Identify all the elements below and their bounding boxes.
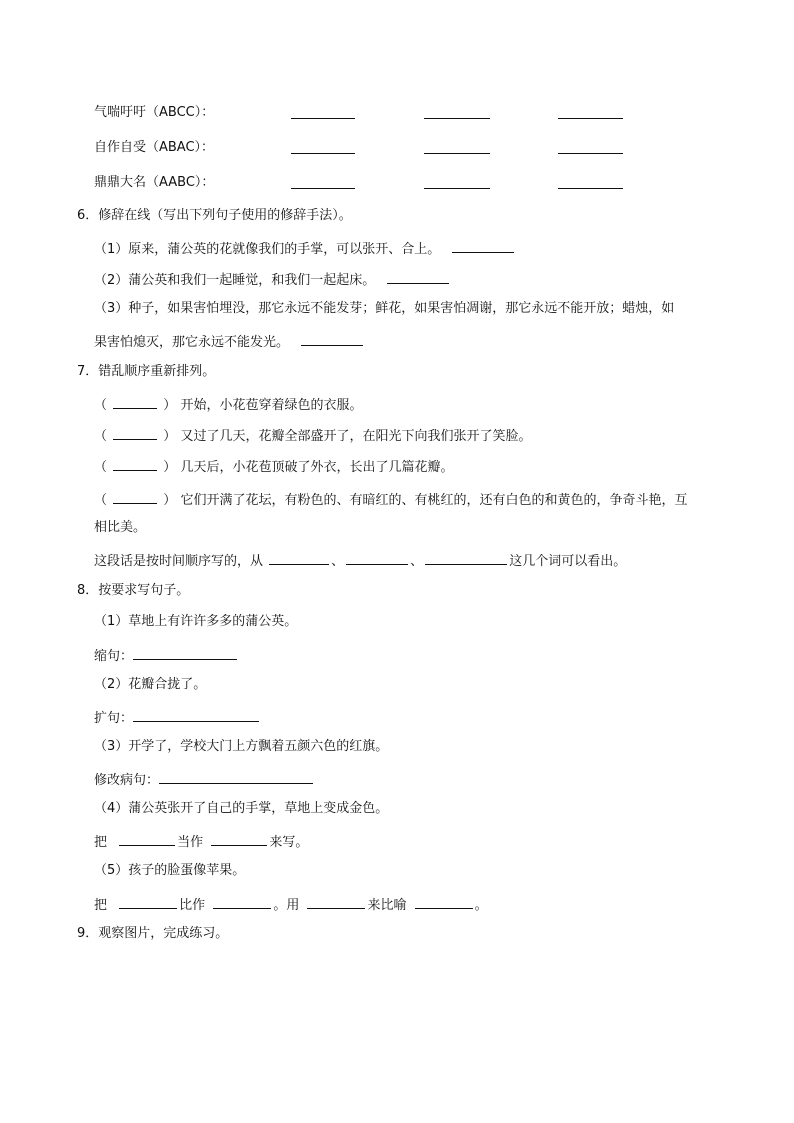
answer-blank[interactable] bbox=[424, 139, 490, 154]
answer-label: 修改病句： bbox=[94, 773, 160, 788]
order-blank[interactable] bbox=[113, 489, 157, 504]
q7-item-3 bbox=[94, 456, 453, 477]
answer-blank[interactable] bbox=[301, 331, 363, 346]
answer-text: 。 bbox=[474, 898, 488, 913]
question-6-title: 6．修辞在线（写出下列句子使用的修辞手法）。 bbox=[77, 208, 352, 223]
answer-blank[interactable] bbox=[291, 174, 355, 189]
answer-blank[interactable] bbox=[119, 894, 177, 909]
idiom-label: 鼎鼎大名（AABC）： bbox=[94, 175, 215, 190]
separator: 、 bbox=[410, 554, 424, 569]
answer-blank[interactable] bbox=[424, 174, 490, 189]
summary-text: 这段话是按时间顺序写的，从 bbox=[94, 554, 264, 569]
paren-close: ） bbox=[163, 398, 177, 413]
question-7-title: 7．错乱顺序重新排列。 bbox=[77, 364, 216, 379]
answer-text: 来写。 bbox=[269, 835, 309, 850]
q8-answer-3 bbox=[94, 769, 313, 790]
q6-item-2 bbox=[94, 269, 449, 290]
q7-item-4-cont: 相比美。 bbox=[94, 520, 147, 535]
q8-answer-5 bbox=[94, 894, 488, 915]
answer-text: 把 bbox=[94, 898, 108, 913]
answer-blank[interactable] bbox=[159, 769, 313, 784]
answer-text: 比作 bbox=[179, 898, 206, 913]
paren-open: （ bbox=[94, 398, 108, 413]
paren-close: ） bbox=[163, 460, 177, 475]
answer-text: 把 bbox=[94, 835, 108, 850]
q8-sentence-5: （5）孩子的脸蛋像苹果。 bbox=[94, 863, 246, 878]
idiom-label: 自作自受（ABAC）： bbox=[94, 140, 215, 155]
answer-blank[interactable] bbox=[291, 139, 355, 154]
separator: 、 bbox=[331, 554, 345, 569]
q6-item-3-cont bbox=[94, 331, 363, 352]
answer-blank[interactable] bbox=[387, 269, 449, 284]
answer-blank[interactable] bbox=[425, 550, 507, 565]
q6-item-3: （3）种子，如果害怕埋没，那它永远不能发芽；鲜花，如果害怕凋谢，那它永远不能开放；蜡烛，如 bbox=[94, 301, 675, 316]
answer-text: 当作 bbox=[177, 835, 204, 850]
answer-blank[interactable] bbox=[424, 104, 490, 119]
q8-answer-1 bbox=[94, 645, 237, 666]
paren-close: ） bbox=[163, 493, 177, 508]
q8-answer-4 bbox=[94, 831, 308, 852]
idiom-row-2 bbox=[94, 139, 214, 157]
paren-open: （ bbox=[94, 460, 108, 475]
answer-blank[interactable] bbox=[307, 894, 365, 909]
item-text: 开始，小花苞穿着绿色的衣服。 bbox=[180, 398, 363, 413]
q8-sentence-1: （1）草地上有许许多多的蒲公英。 bbox=[94, 614, 298, 629]
answer-blank[interactable] bbox=[558, 174, 623, 189]
answer-blank[interactable] bbox=[133, 707, 259, 722]
q6-item-1 bbox=[94, 238, 514, 259]
answer-blank[interactable] bbox=[452, 238, 514, 253]
question-9-title: 9．观察图片，完成练习。 bbox=[77, 926, 229, 941]
answer-label: 缩句： bbox=[94, 649, 134, 664]
summary-text: 这几个词可以看出。 bbox=[509, 554, 627, 569]
paren-open: （ bbox=[94, 493, 108, 508]
q7-item-2 bbox=[94, 425, 531, 446]
q7-item-4 bbox=[94, 489, 687, 510]
idiom-row-3 bbox=[94, 174, 214, 192]
item-text: （1）原来，蒲公英的花就像我们的手掌，可以张开、合上。 bbox=[94, 242, 441, 257]
answer-blank[interactable] bbox=[133, 645, 237, 660]
answer-blank[interactable] bbox=[269, 550, 329, 565]
answer-blank[interactable] bbox=[346, 550, 408, 565]
item-text: 它们开满了花坛，有粉色的、有暗红的、有桃红的，还有白色的和黄色的，争奇斗艳，互 bbox=[180, 493, 688, 508]
item-text: 又过了几天，花瓣全部盛开了，在阳光下向我们张开了笑脸。 bbox=[180, 429, 532, 444]
paren-open: （ bbox=[94, 429, 108, 444]
answer-blank[interactable] bbox=[213, 894, 271, 909]
answer-blank[interactable] bbox=[415, 894, 473, 909]
q7-summary bbox=[94, 550, 626, 571]
answer-blank[interactable] bbox=[291, 104, 355, 119]
idiom-row-1 bbox=[94, 104, 214, 122]
q8-sentence-3: （3）开学了，学校大门上方飘着五颜六色的红旗。 bbox=[94, 739, 389, 754]
order-blank[interactable] bbox=[113, 425, 157, 440]
q8-sentence-2: （2）花瓣合拢了。 bbox=[94, 677, 207, 692]
answer-text: 来比喻 bbox=[367, 898, 407, 913]
answer-text: 。用 bbox=[273, 898, 300, 913]
answer-blank[interactable] bbox=[558, 139, 623, 154]
question-8-title: 8．按要求写句子。 bbox=[77, 583, 190, 598]
q8-sentence-4: （4）蒲公英张开了自己的手掌，草地上变成金色。 bbox=[94, 801, 389, 816]
order-blank[interactable] bbox=[113, 456, 157, 471]
order-blank[interactable] bbox=[113, 394, 157, 409]
answer-blank[interactable] bbox=[558, 104, 623, 119]
paren-close: ） bbox=[163, 429, 177, 444]
answer-label: 扩句： bbox=[94, 711, 134, 726]
answer-blank[interactable] bbox=[119, 831, 175, 846]
q8-answer-2 bbox=[94, 707, 259, 728]
item-text: （2）蒲公英和我们一起睡觉，和我们一起起床。 bbox=[94, 273, 376, 288]
answer-blank[interactable] bbox=[211, 831, 267, 846]
item-text: 果害怕熄灭，那它永远不能发光。 bbox=[94, 335, 290, 350]
q7-item-1 bbox=[94, 394, 362, 415]
item-text: 几天后，小花苞顶破了外衣，长出了几篇花瓣。 bbox=[180, 460, 454, 475]
idiom-label: 气喘吁吁（ABCC）： bbox=[94, 105, 215, 120]
